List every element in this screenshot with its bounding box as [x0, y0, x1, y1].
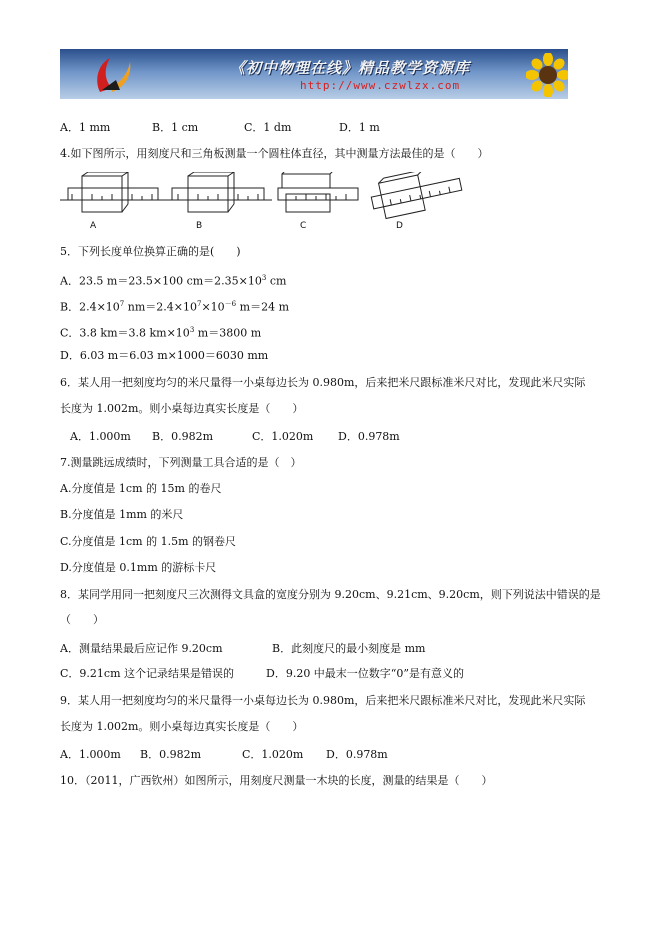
q3-option-a: A．1 mm: [60, 121, 111, 134]
logo-icon: [90, 54, 134, 94]
q9-option-d: D．0.978m: [326, 748, 388, 761]
q6-option-c: C．1.020m: [252, 430, 314, 443]
q6-line-2: 长度为 1.002m。则小桌每边真实长度是（ ）: [60, 402, 304, 415]
q9-option-a: A．1.000m: [60, 748, 121, 761]
q5-option-b: B．$2.4\times 10^7$ $nm=2.4\times 10^7\times 10^{-6}$ m＝24 m: [60, 300, 290, 314]
q4-stem: 4.如下图所示，用刻度尺和三角板测量一个圆柱体直径，其中测量方法最佳的是（ ）: [60, 147, 489, 160]
q7-option-a: A.分度值是 1cm 的 15m 的卷尺: [60, 482, 222, 495]
q9-line-2: 长度为 1.002m。则小桌每边真实长度是（ ）: [60, 720, 304, 733]
q6-option-d: D．0.978m: [338, 430, 400, 443]
q8-options-row-2: [60, 667, 464, 681]
q5-option-c: C．3.8 km＝3.8 $km\times 10^3$ m＝3800 m: [60, 326, 262, 340]
ruler-measurement-figure: [60, 172, 470, 232]
q3-option-d: D．1 m: [339, 121, 380, 134]
q5-option-a: A．23.5 m＝23.5×100 $cm=2.35\times 10^3$ cm: [60, 274, 287, 288]
q6-option-a: A．1.000m: [70, 430, 131, 443]
q7-option-d: D.分度值是 0.1mm 的游标卡尺: [60, 561, 217, 574]
q9-option-c: C．1.020m: [242, 748, 304, 761]
q3-option-c: C．1 dm: [244, 121, 292, 134]
figure-label-d: D: [396, 221, 403, 231]
q8-line-1: 8．某同学用同一把刻度尺三次测得文具盒的宽度分别为 9.20cm、9.21cm、9.20cm，则下列说法中错误的是: [60, 588, 601, 601]
q10-stem: 10．（2011，广西钦州）如图所示，用刻度尺测量一木块的长度，测量的结果是（ ）: [60, 774, 493, 787]
figure-a: [60, 172, 170, 212]
figure-c: [278, 172, 358, 212]
q8-options-row-1: [60, 642, 425, 656]
header-banner: [60, 49, 568, 99]
banner-url: http://www.czwlzx.com: [300, 79, 461, 92]
sunflower-icon: [526, 53, 568, 97]
q8-option-b: B．此刻度尺的最小刻度是 mm: [272, 642, 426, 655]
q8-option-a: A．测量结果最后应记作 9.20cm: [60, 642, 223, 655]
q7-option-b: B.分度值是 1mm 的米尺: [60, 508, 184, 521]
q7-option-c: C.分度值是 1cm 的 1.5m 的钢卷尺: [60, 535, 237, 548]
q8-option-c: C．9.21cm 这个记录结果是错误的: [60, 667, 234, 680]
figure-label-a: A: [90, 221, 97, 231]
q9-line-1: 9．某人用一把刻度均匀的米尺量得一小桌每边长为 0.980m，后来把米尺跟标准米尺对比，发现此米尺实际: [60, 694, 586, 707]
banner-title: 《初中物理在线》精品教学资源库: [230, 59, 471, 77]
q9-option-b: B．0.982m: [140, 748, 202, 761]
q8-option-d: D．9.20 中最末一位数字“0”是有意义的: [266, 667, 465, 680]
q6-option-b: B．0.982m: [152, 430, 214, 443]
figure-b: [164, 172, 272, 212]
q8-line-2: （ ）: [60, 613, 104, 626]
q6-line-1: 6．某人用一把刻度均匀的米尺量得一小桌每边长为 0.980m，后来把米尺跟标准米尺对比，发现此米尺实际: [60, 376, 586, 389]
figure-d: [368, 172, 464, 221]
q3-options: [60, 121, 380, 135]
figure-label-c: C: [300, 221, 307, 231]
q9-options: [60, 748, 388, 762]
figure-label-b: B: [196, 221, 203, 231]
q3-option-b: B．1 cm: [152, 121, 199, 134]
q5-option-d: D．6.03 m＝6.03 m×1000＝6030 mm: [60, 349, 269, 362]
q5-stem: 5．下列长度单位换算正确的是( ): [60, 245, 241, 258]
q7-stem: 7.测量跳远成绩时，下列测量工具合适的是（ ）: [60, 456, 302, 469]
q6-options: [70, 430, 400, 444]
